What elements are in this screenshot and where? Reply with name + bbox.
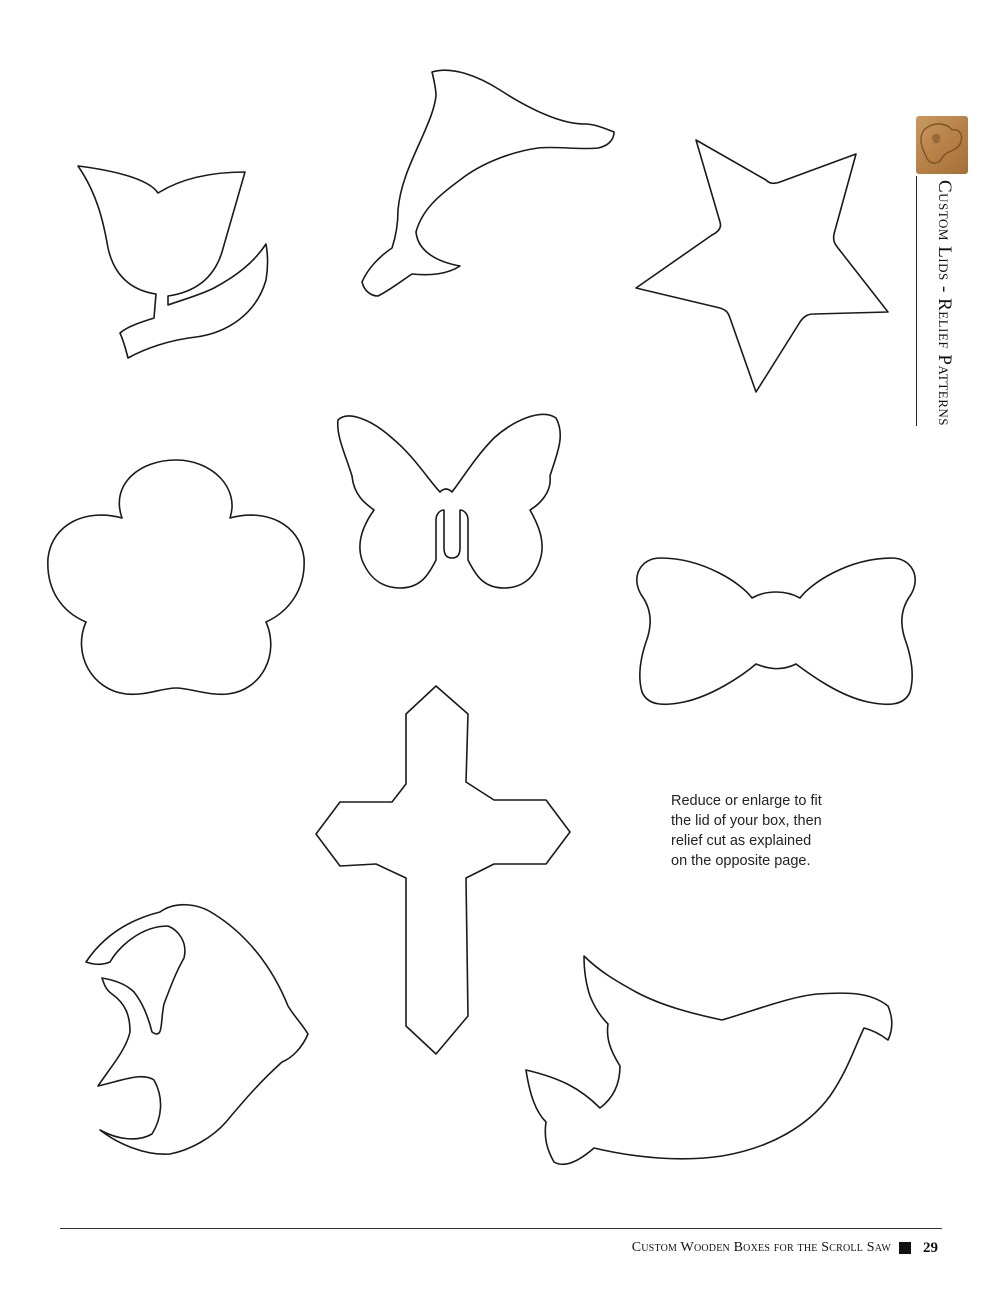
tulip-pattern: [78, 166, 268, 358]
dolphin-pattern: [362, 70, 614, 296]
cross-pattern: [316, 686, 570, 1054]
page-footer: [632, 1237, 938, 1259]
dove-pattern: [526, 956, 892, 1164]
instructions-line: Reduce or enlarge to fit: [671, 793, 822, 809]
side-tab-rule: [916, 176, 917, 426]
instructions-text: [671, 791, 891, 871]
footer-divider: [60, 1228, 942, 1229]
butterfly-pattern: [338, 414, 561, 588]
side-tab-photo: [916, 116, 968, 174]
instructions-line: relief cut as explained: [671, 833, 812, 849]
fish-pattern: [86, 905, 308, 1154]
bow-pattern: [637, 558, 915, 704]
side-tab-label: [933, 180, 955, 430]
flower-pattern: [48, 460, 304, 694]
square-bullet-icon: [899, 1242, 911, 1254]
star-pattern: [636, 140, 888, 392]
page-number: 29: [923, 1239, 938, 1256]
book-title: Custom Wooden Boxes for the Scroll Saw: [631, 1240, 891, 1255]
side-tab-label-text: Custom Lids - Relief Patterns: [934, 180, 955, 427]
instructions-line: the lid of your box, then: [671, 813, 822, 829]
instructions-line: on the opposite page.: [671, 853, 811, 869]
